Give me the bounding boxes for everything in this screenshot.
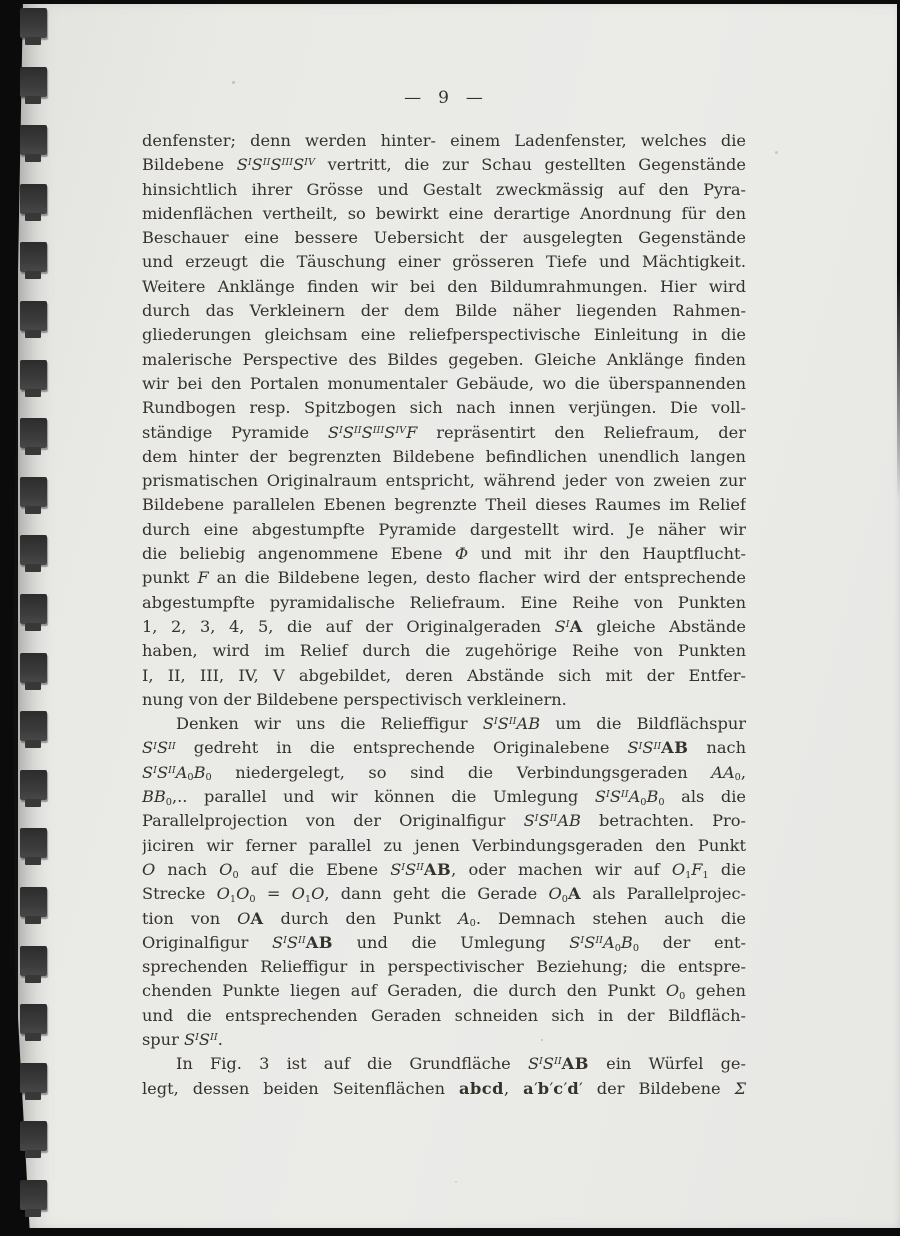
text-line: $S^IS^{II}A_0B_0$ niedergelegt, so sind die Verbindungsgeraden $AA_0$, bbox=[142, 762, 746, 784]
text-line: wir bei den Portalen monumentaler Gebäude, wo die überspannenden bbox=[142, 373, 746, 393]
text-line: spur $S^IS^{II}$. bbox=[142, 1029, 223, 1049]
text-line: denfenster; denn werden hinter- einem Ladenfenster, welches die bbox=[142, 131, 746, 150]
text-line: durch das Verkleinern der dem Bilde näher liegenden Rahmen- bbox=[142, 301, 746, 321]
text-line: legt, dessen beiden Seitenflächen abcd, a′b′c′d′ der Bildebene Σ bbox=[142, 1078, 746, 1098]
body-text bbox=[142, 129, 746, 1101]
scan-speck bbox=[455, 1181, 457, 1183]
text-line: midenflächen vertheilt, so bewirkt eine derartige Anordnung für den bbox=[142, 203, 746, 223]
header-dash-left: — bbox=[404, 88, 423, 108]
text-line: Bildebene $S^IS^{II}S^{III}S^{IV}$ vertritt, die zur Schau gestellten Gegenstände bbox=[142, 155, 746, 175]
text-line: malerische Perspective des Bildes gegeben. Gleiche Anklänge finden bbox=[142, 349, 746, 369]
binding-tooth bbox=[20, 67, 47, 97]
binding-tooth bbox=[20, 711, 47, 741]
scan-edge-bottom bbox=[0, 1228, 900, 1236]
text-line: sprechenden Relieffigur in perspectivischer Beziehung; die entspre- bbox=[142, 957, 746, 977]
text-line: haben, wird im Relief durch die zugehörige Reihe von Punkten bbox=[142, 641, 746, 661]
text-line: nung von der Bildebene perspectivisch verkleinern. bbox=[142, 689, 567, 709]
binding-tooth bbox=[20, 1180, 47, 1210]
binding-tooth bbox=[20, 887, 47, 917]
text-line: durch eine abgestumpfte Pyramide dargestellt wird. Je näher wir bbox=[142, 519, 746, 539]
scan-edge-top bbox=[0, 0, 900, 4]
binding-tooth bbox=[20, 184, 47, 214]
scan-speck bbox=[232, 81, 235, 84]
text-line: ständige Pyramide $S^IS^{II}S^{III}S^{IV}F$ repräsentirt den Reliefraum, der bbox=[142, 422, 746, 442]
text-line: Parallelprojection von der Originalfigur $S^IS^{II}AB$ betrachten. Pro- bbox=[142, 811, 746, 831]
text-line: Originalfigur $S^IS^{II}AB$ und die Umlegung $S^IS^{II}A_0B_0$ der ent- bbox=[142, 932, 746, 954]
text-line: und die entsprechenden Geraden schneiden sich in der Bildfläch- bbox=[142, 1005, 746, 1025]
text-line: hinsichtlich ihrer Grösse und Gestalt zweckmässig auf den Pyra- bbox=[142, 179, 746, 199]
binding-tooth bbox=[20, 828, 47, 858]
text-line: tion von OA durch den Punkt $A_0$. Demnach stehen auch die bbox=[142, 908, 746, 930]
text-line: Rundbogen resp. Spitzbogen sich nach innen verjüngen. Die voll- bbox=[142, 398, 746, 418]
text-line: Denken wir uns die Relieffigur $S^IS^{II}AB$ um die Bildflächspur bbox=[176, 714, 746, 734]
page-header bbox=[142, 88, 746, 108]
binding-tooth bbox=[20, 360, 47, 390]
scan-speck bbox=[775, 151, 778, 154]
text-line: Beschauer eine bessere Uebersicht der ausgelegten Gegenstände bbox=[142, 228, 746, 248]
text-line: $S^IS^{II}$ gedreht in die entsprechende Originalebene $S^IS^{II}AB$ nach bbox=[142, 738, 746, 758]
text-line: Strecke $O_1O_0 = O_1O$, dann geht die Gerade $O_0A$ als Parallelprojec- bbox=[142, 884, 746, 905]
text-line: I, II, III, IV, V abgebildet, deren Abstände sich mit der Entfer- bbox=[142, 665, 746, 685]
binding-tooth bbox=[20, 1121, 47, 1151]
binding-tooth bbox=[20, 594, 47, 624]
binding-tooth bbox=[20, 242, 47, 272]
page-number: 9 bbox=[438, 88, 450, 108]
binding-tooth bbox=[20, 946, 47, 976]
text-line: chenden Punkte liegen auf Geraden, die durch den Punkt $O_0$ gehen bbox=[142, 981, 746, 1003]
text-line: Bildebene parallelen Ebenen begrenzte Theil dieses Raumes im Relief bbox=[142, 495, 746, 515]
binding-tooth bbox=[20, 418, 47, 448]
binding-tooth bbox=[20, 1004, 47, 1034]
binding-tooth bbox=[20, 301, 47, 331]
binding-tooth bbox=[20, 770, 47, 800]
binding-tooth bbox=[20, 535, 47, 565]
binding-tooth bbox=[20, 1063, 47, 1093]
binding-tooth bbox=[20, 653, 47, 683]
text-line: Weitere Anklänge finden wir bei den Bildumrahmungen. Hier wird bbox=[142, 276, 746, 296]
text-line: die beliebig angenommene Ebene Φ und mit ihr den Hauptflucht- bbox=[142, 544, 746, 564]
text-line: jiciren wir ferner parallel zu jenen Verbindungsgeraden den Punkt bbox=[142, 835, 746, 855]
text-line: $BB_0$,.. parallel und wir können die Umlegung $S^IS^{II}A_0B_0$ als die bbox=[142, 787, 746, 808]
text-line: punkt F an die Bildebene legen, desto flacher wird der entsprechende bbox=[142, 568, 746, 588]
text-line: gliederungen gleichsam eine reliefperspectivische Einleitung in die bbox=[142, 325, 746, 345]
text-line: prismatischen Originalraum entspricht, während jeder von zweien zur bbox=[142, 471, 746, 491]
text-line: und erzeugt die Täuschung einer grösseren Tiefe und Mächtigkeit. bbox=[142, 252, 746, 272]
binding-tooth bbox=[20, 125, 47, 155]
text-line: dem hinter der begrenzten Bildebene befindlichen unendlich langen bbox=[142, 446, 746, 466]
text-line: abgestumpfte pyramidalische Reliefraum. Eine Reihe von Punkten bbox=[142, 592, 746, 612]
header-dash-right: — bbox=[465, 88, 484, 108]
binding-tooth bbox=[20, 477, 47, 507]
text-line: In Fig. 3 ist auf die Grundfläche $S^IS^{II}AB$ ein Würfel ge- bbox=[176, 1054, 746, 1074]
text-line: 1, 2, 3, 4, 5, die auf der Originalgeraden $S^IA$ gleiche Abstände bbox=[142, 616, 746, 636]
binding-tooth bbox=[20, 8, 47, 38]
text-line: O nach $O_0$ auf die Ebene $S^IS^{II}AB$, oder machen wir auf $O_1F_1$ die bbox=[142, 859, 746, 881]
